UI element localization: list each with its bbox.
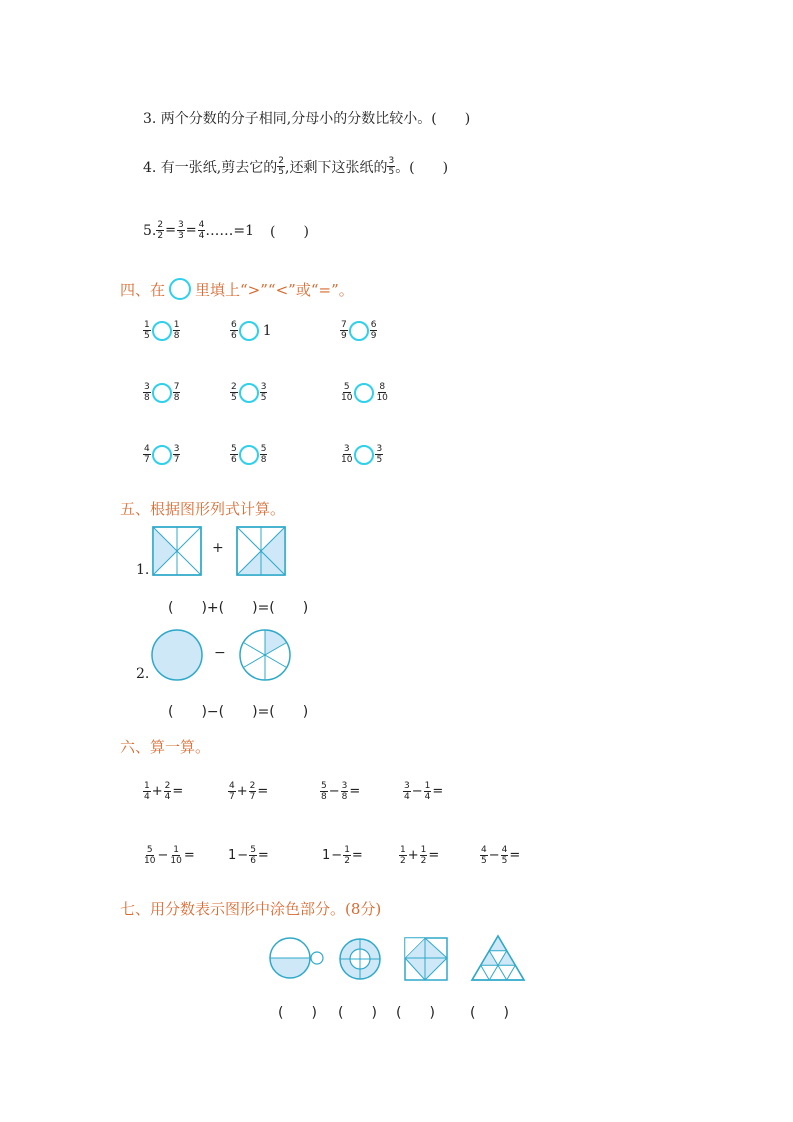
fraction: $\frac{1}{2}$ [400,845,406,866]
fraction: $\frac{2}{5}$ [278,156,284,177]
compare-item [143,320,180,341]
operator: − [488,848,500,863]
operator: + [236,784,248,799]
compare-item [340,444,383,465]
answer-line-2[interactable]: ( )−( )=( ) [168,704,309,720]
q4-text-mid: ,还剩下这张纸的 [285,159,388,176]
compare-item [230,382,267,403]
answer-shape-3[interactable]: ( ) [396,1005,435,1021]
fraction: $\frac{5}{8}$ [321,781,327,802]
fraction: $\frac{2}{7}$ [249,781,256,802]
operator: + [407,848,419,863]
fraction: $\frac{4}{5}$ [501,845,508,866]
square-shaded-quarter [152,526,202,576]
equals-sign: = [183,848,195,863]
answer-circle[interactable] [152,383,172,403]
fraction: $\frac{1}{10}$ [170,845,182,866]
fraction: $\frac{4}{5}$ [481,845,487,866]
q5-number: 5. [143,222,157,239]
operator: − [237,848,249,863]
compare-item [340,320,377,341]
operator: + [151,784,163,799]
question-5 [143,220,309,241]
answer-shape-2[interactable]: ( ) [338,1005,377,1021]
operator: − [331,848,343,863]
title-text: 里填上“>”“<”或“=”。 [195,280,354,299]
calc-item [228,781,269,802]
fraction: $\frac{4}{7}$ [144,444,150,465]
fraction: $\frac{3}{3}$ [178,220,184,241]
calc-item [228,845,270,866]
fraction: $\frac{2}{5}$ [231,382,237,403]
square-diamond-shaded [403,936,449,982]
fraction: $\frac{6}{9}$ [370,320,377,341]
answer-circle[interactable] [354,383,374,403]
fraction: $\frac{6}{6}$ [231,320,237,341]
ring-shaded [337,936,383,982]
fraction: $\frac{2}{4}$ [164,781,171,802]
answer-shape-1[interactable]: ( ) [278,1005,317,1021]
calc-item [143,845,196,866]
circle-sixths [238,628,292,682]
minus-sign: − [214,645,226,661]
circle-half-shaded-with-small-circle [268,936,328,982]
whole-number: 1 [262,322,272,339]
calc-item [322,845,364,866]
compare-item [143,382,180,403]
operator: − [328,784,340,799]
fraction: $\frac{2}{2}$ [157,220,164,241]
q4-text-pre: 4. 有一张纸,剪去它的 [143,159,278,176]
problem-1-number: 1. [136,562,150,578]
fraction: $\frac{5}{6}$ [250,845,256,866]
fraction: $\frac{1}{5}$ [144,320,150,341]
calc-item [320,781,361,802]
answer-circle[interactable] [152,321,172,341]
fraction: $\frac{5}{10}$ [144,845,156,866]
fraction: $\frac{5}{6}$ [231,444,237,465]
fraction: $\frac{1}{4}$ [144,781,150,802]
whole-number: 1 [322,848,331,863]
plus-sign: + [212,540,224,556]
equals-sign: = [432,784,444,799]
fraction: $\frac{3}{7}$ [173,444,180,465]
fraction: $\frac{4}{4}$ [198,220,205,241]
q5-tail: ……=1 [205,222,255,239]
answer-circle[interactable] [239,321,259,341]
section-5-title: 五、根据图形列式计算。 [120,500,286,518]
square-shaded-half [236,526,286,576]
fraction: $\frac{1}{2}$ [420,845,427,866]
answer-circle[interactable] [239,445,259,465]
operator: − [411,784,423,799]
answer-shape-4[interactable]: ( ) [470,1005,509,1021]
calc-item [480,845,521,866]
fraction: $\frac{3}{5}$ [376,444,383,465]
compare-item [230,444,267,465]
equals-sign: = [185,223,197,238]
equals-sign: = [509,848,521,863]
fraction: $\frac{1}{8}$ [173,320,180,341]
calc-item [399,845,440,866]
compare-item [230,320,272,341]
answer-circle[interactable] [349,321,369,341]
answer-circle[interactable] [354,445,374,465]
fraction: $\frac{3}{4}$ [404,781,410,802]
equals-sign: = [351,848,363,863]
fraction: $\frac{3}{8}$ [144,382,150,403]
fraction: $\frac{5}{10}$ [341,382,353,403]
fraction: $\frac{7}{8}$ [173,382,180,403]
triangle-grid-shaded [470,934,526,982]
problem-2-number: 2. [136,666,150,682]
section-6-title: 六、算一算。 [120,738,211,756]
answer-circle[interactable] [239,383,259,403]
equals-sign: = [172,784,184,799]
fraction: $\frac{3}{5}$ [260,382,267,403]
fraction: $\frac{4}{7}$ [229,781,235,802]
circle-icon [169,278,191,300]
calc-item [143,781,184,802]
whole-number: 1 [228,848,237,863]
equals-sign: = [257,848,269,863]
fraction: $\frac{3}{10}$ [341,444,353,465]
equals-sign: = [349,784,361,799]
equals-sign: = [165,223,176,238]
title-text: 四、在 [120,280,166,299]
compare-item [143,444,180,465]
q4-text-post: 。( ) [395,159,449,176]
circle-full-shaded [150,628,204,682]
fraction: $\frac{3}{5}$ [388,156,395,177]
fraction: $\frac{8}{10}$ [376,382,388,403]
fraction: $\frac{1}{2}$ [344,845,350,866]
question-4 [143,156,448,177]
fraction: $\frac{3}{8}$ [341,781,348,802]
operator: − [157,848,169,863]
calc-item [403,781,444,802]
fraction: $\frac{5}{8}$ [260,444,267,465]
section-4-title [120,278,354,300]
answer-circle[interactable] [152,445,172,465]
equals-sign: = [257,784,269,799]
compare-item [340,382,389,403]
section-7-title: 七、用分数表示图形中涂色部分。(8分) [120,900,382,918]
equals-sign: = [428,848,440,863]
answer-parens[interactable]: ( ) [270,223,309,240]
fraction: $\frac{7}{9}$ [341,320,347,341]
fraction: $\frac{1}{4}$ [424,781,431,802]
question-3: 3. 两个分数的分子相同,分母小的分数比较小。( ) [143,111,471,127]
answer-line-1[interactable]: ( )+( )=( ) [168,600,309,616]
